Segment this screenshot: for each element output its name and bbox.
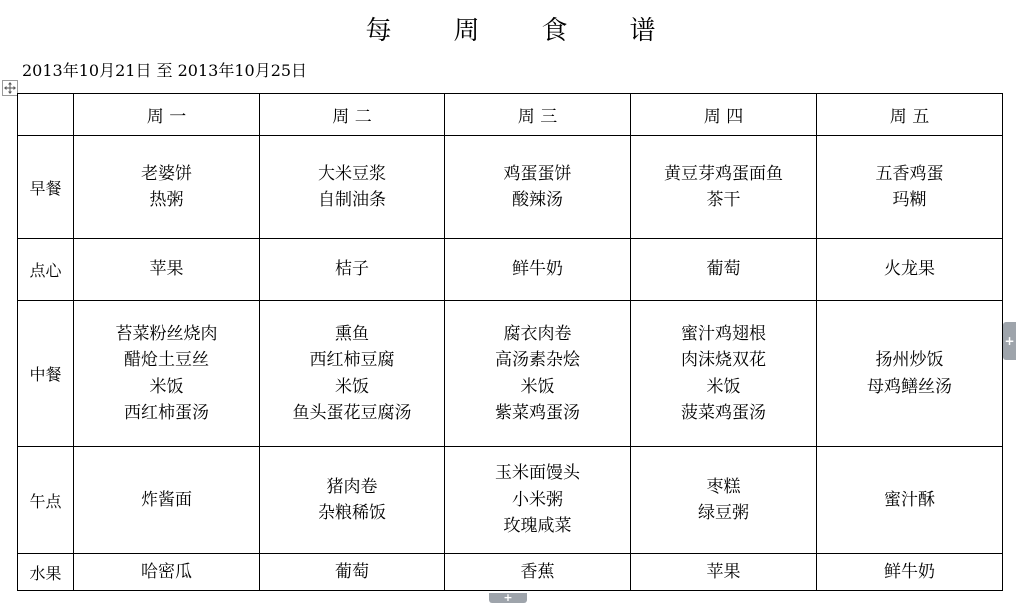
dish-item: 紫菜鸡蛋汤 xyxy=(495,403,580,423)
dish-item: 香蕉 xyxy=(520,561,555,582)
dish-item: 米饭 xyxy=(706,376,741,397)
dish-item: 猪肉卷 xyxy=(326,476,378,497)
dish-item: 玛糊 xyxy=(892,190,927,210)
dish-item: 鱼头蛋花豆腐汤 xyxy=(292,403,412,423)
table-move-handle-icon[interactable] xyxy=(2,80,18,96)
dish-item: 老婆饼 xyxy=(141,163,192,184)
dish-cell[interactable] xyxy=(817,239,1003,301)
dish-item: 炸酱面 xyxy=(141,489,192,510)
dish-cell[interactable] xyxy=(74,239,260,301)
dish-item: 醋炝土豆丝 xyxy=(124,350,209,370)
day-header-thursday xyxy=(631,94,817,136)
dish-cell[interactable] xyxy=(260,554,445,591)
day-header-monday xyxy=(74,94,260,136)
day-label: 周 三 xyxy=(517,107,558,127)
day-label: 周 二 xyxy=(332,107,372,127)
dish-item: 桔子 xyxy=(335,259,369,280)
dish-item: 熏鱼 xyxy=(335,323,369,344)
dish-item: 西红柿蛋汤 xyxy=(124,403,209,423)
dish-item: 绿豆粥 xyxy=(698,503,749,523)
dish-cell[interactable] xyxy=(260,136,445,239)
dish-item: 鲜牛奶 xyxy=(884,561,935,582)
dish-item: 苹果 xyxy=(149,259,184,280)
table-row xyxy=(18,447,1003,554)
meal-label-fruit: 水果 xyxy=(18,554,74,591)
dish-item: 自制油条 xyxy=(318,190,386,210)
dish-item: 玉米面馒头 xyxy=(495,463,580,484)
dish-cell[interactable] xyxy=(631,554,817,591)
dish-cell[interactable] xyxy=(445,447,631,554)
dish-cell[interactable] xyxy=(631,136,817,239)
dish-cell[interactable] xyxy=(74,447,260,554)
dish-item: 肉沫烧双花 xyxy=(681,350,766,370)
table-row xyxy=(18,554,1003,591)
dish-item: 米饭 xyxy=(520,376,555,397)
dish-cell[interactable] xyxy=(445,136,631,239)
dish-item: 酸辣汤 xyxy=(512,190,563,210)
dish-item: 西红柿豆腐 xyxy=(309,350,395,370)
dish-item: 苹果 xyxy=(706,561,741,582)
add-row-button[interactable]: + xyxy=(489,593,527,603)
dish-cell[interactable] xyxy=(631,239,817,301)
dish-cell[interactable] xyxy=(817,447,1003,554)
dish-item: 葡萄 xyxy=(335,561,369,582)
dish-item: 大米豆浆 xyxy=(318,163,386,184)
dish-item: 鸡蛋蛋饼 xyxy=(503,163,572,184)
dish-item: 腐衣肉卷 xyxy=(503,323,572,344)
meal-label-breakfast: 早餐 xyxy=(18,136,74,239)
dish-item: 蜜汁鸡翅根 xyxy=(681,323,766,344)
dish-cell[interactable] xyxy=(445,301,631,447)
dish-cell[interactable] xyxy=(74,554,260,591)
dish-cell[interactable] xyxy=(260,301,445,447)
dish-item: 米饭 xyxy=(149,376,184,397)
dish-item: 火龙果 xyxy=(884,259,935,280)
dish-item: 菠菜鸡蛋汤 xyxy=(681,403,766,423)
meal-label-afternoon-snack: 午点 xyxy=(18,447,74,554)
dish-item: 五香鸡蛋 xyxy=(875,163,944,184)
dish-cell[interactable] xyxy=(260,447,445,554)
dish-cell[interactable] xyxy=(74,301,260,447)
dish-item: 高汤素杂烩 xyxy=(495,350,580,370)
dish-item: 茶干 xyxy=(706,190,741,210)
dish-item: 鲜牛奶 xyxy=(512,259,563,280)
weekly-menu-table xyxy=(17,93,1003,591)
dish-item: 扬州炒饭 xyxy=(875,350,944,370)
dish-cell[interactable] xyxy=(817,554,1003,591)
meal-label-snack: 点心 xyxy=(18,239,74,301)
add-column-button[interactable]: + xyxy=(1003,322,1016,360)
date-range: 2013年10月21日 至 2013年10月25日 xyxy=(22,61,308,80)
dish-cell[interactable] xyxy=(260,239,445,301)
dish-item: 蜜汁酥 xyxy=(884,489,935,510)
dish-cell[interactable] xyxy=(817,301,1003,447)
dish-cell[interactable] xyxy=(631,447,817,554)
dish-item: 葡萄 xyxy=(706,259,741,280)
day-header-wednesday xyxy=(445,94,631,136)
day-label: 周 一 xyxy=(146,107,187,127)
table-row xyxy=(18,239,1003,301)
dish-item: 米饭 xyxy=(335,376,369,397)
dish-item: 母鸡鳝丝汤 xyxy=(867,376,952,397)
dish-item: 哈密瓜 xyxy=(141,561,192,582)
day-label: 周 五 xyxy=(889,107,930,127)
dish-item: 黄豆芽鸡蛋面鱼 xyxy=(664,163,783,184)
dish-cell[interactable] xyxy=(631,301,817,447)
dish-item: 热粥 xyxy=(149,190,184,210)
day-header-friday xyxy=(817,94,1003,136)
dish-cell[interactable] xyxy=(445,554,631,591)
dish-item: 玫瑰咸菜 xyxy=(503,516,572,537)
table-row xyxy=(18,136,1003,239)
dish-item: 杂粮稀饭 xyxy=(318,503,386,523)
dish-cell[interactable] xyxy=(445,239,631,301)
document-title: 每周食谱 xyxy=(365,16,718,46)
day-header-row xyxy=(18,94,1003,136)
meal-label-lunch: 中餐 xyxy=(18,301,74,447)
table-row xyxy=(18,301,1003,447)
day-label: 周 四 xyxy=(703,107,744,127)
day-header-tuesday xyxy=(260,94,445,136)
dish-cell[interactable] xyxy=(74,136,260,239)
dish-cell[interactable] xyxy=(817,136,1003,239)
corner-cell xyxy=(18,94,74,136)
dish-item: 小米粥 xyxy=(512,489,563,510)
dish-item: 苔菜粉丝烧肉 xyxy=(115,323,218,344)
dish-item: 枣糕 xyxy=(706,476,741,497)
